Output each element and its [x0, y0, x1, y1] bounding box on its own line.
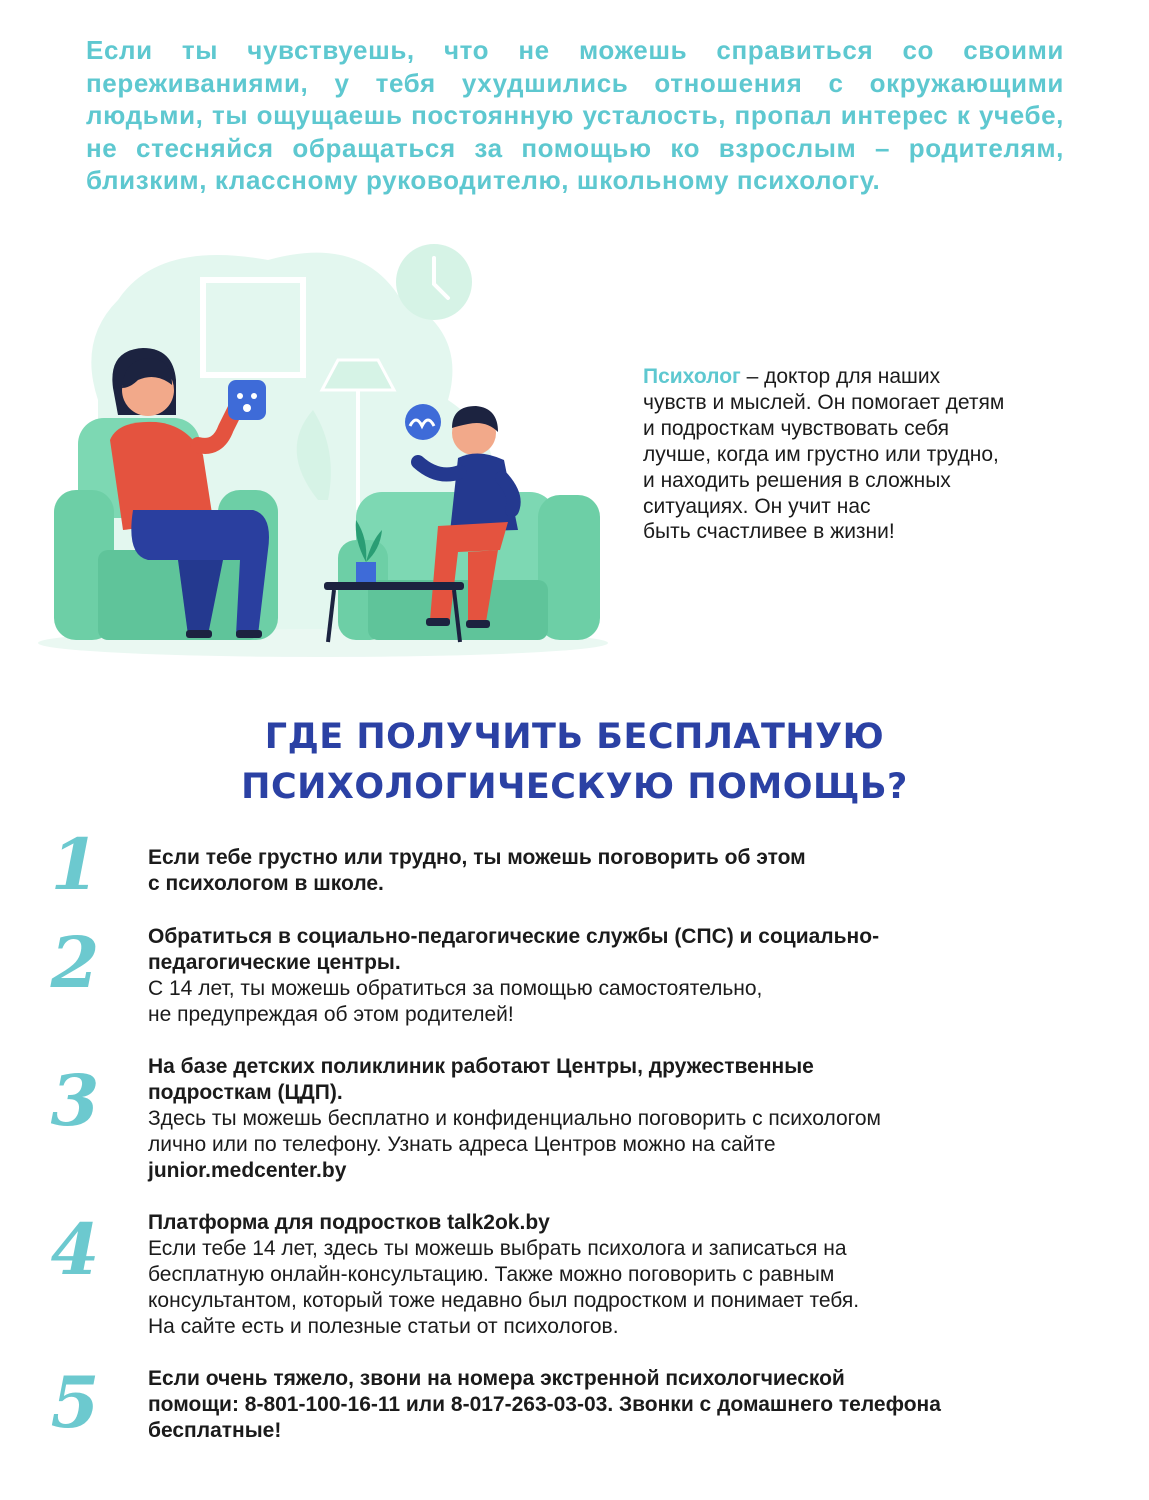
step-number: 1: [50, 823, 100, 906]
psychologist-line: ситуациях. Он учит нас: [643, 494, 871, 518]
step-lead: педагогические центры.: [148, 951, 401, 974]
step-body: лично или по телефону. Узнать адреса Центров можно на сайте: [148, 1133, 776, 1156]
step-body: На сайте есть и полезные статьи от психологов.: [148, 1315, 619, 1338]
step-item: [148, 1054, 1128, 1184]
step-lead: с психологом в школе.: [148, 872, 384, 895]
step-item: [148, 845, 1128, 897]
psychologist-line: и находить решения в сложных: [643, 468, 951, 492]
step-lead: подросткам (ЦДП).: [148, 1081, 343, 1104]
worried-face-card-icon: [228, 380, 266, 420]
step-item: [148, 924, 1128, 1028]
psychologist-term: Психолог: [643, 365, 741, 388]
step-lead: Платформа для подростков talk2ok.by: [148, 1211, 550, 1234]
step-body: бесплатную онлайн-консультацию. Также можно поговорить с равным: [148, 1263, 835, 1286]
psychologist-line: и подросткам чувствовать себя: [643, 416, 949, 440]
psychologist-line: чувств и мыслей. Он помогает детям: [643, 390, 1005, 414]
step-body: консультантом, который тоже недавно был подростком и понимает тебя.: [148, 1289, 860, 1312]
intro-paragraph: Если ты чувствуешь, что не можешь справиться со своими переживаниями, у тебя ухудшились отношения с окружающими людьми, ты ощущаешь постоянную усталость, пропал интерес к учебе, не стесняйся обращаться за помощью ко взрослым – родителям, близким, классному руководителю, школьному психологу.: [86, 35, 1064, 196]
page-heading: [0, 712, 1149, 812]
step-lead: Обратиться в социально-педагогические службы (СПС) и социально-: [148, 925, 880, 948]
psychologist-line: быть счастливее в жизни!: [643, 520, 895, 544]
step-body: не предупреждая об этом родителей!: [148, 1003, 514, 1026]
speech-bubble-icon: [405, 404, 441, 440]
step-lead: Если тебе грустно или трудно, ты можешь поговорить об этом: [148, 846, 806, 869]
psychologist-line: – доктор для наших: [740, 365, 941, 388]
step-item: [148, 1366, 1128, 1444]
heading-line: ПСИХОЛОГИЧЕСКУЮ ПОМОЩЬ?: [241, 767, 908, 807]
step-body: Здесь ты можешь бесплатно и конфиденциально поговорить с психологом: [148, 1107, 881, 1130]
psychologist-line: лучше, когда им грустно или трудно,: [643, 442, 999, 466]
junior-medcenter-link[interactable]: junior.medcenter.by: [148, 1159, 347, 1182]
step-number: 4: [50, 1208, 100, 1291]
psychologist-session-illustration: [38, 240, 608, 660]
step-number: 5: [50, 1361, 100, 1444]
step-lead: помощи: 8-801-100-16-11 или 8-017-263-03-03. Звонки с домашнего телефона: [148, 1393, 941, 1416]
step-number: 2: [50, 921, 100, 1004]
step-body: Если тебе 14 лет, здесь ты можешь выбрать психолога и записаться на: [148, 1237, 847, 1260]
psychologist-description: [643, 364, 1123, 545]
step-lead: На базе детских поликлиник работают Центры, дружественные: [148, 1055, 814, 1078]
heading-line: ГДЕ ПОЛУЧИТЬ БЕСПЛАТНУЮ: [264, 717, 885, 757]
step-lead: Если очень тяжело, звони на номера экстренной психологчиеской: [148, 1367, 845, 1390]
step-item: [148, 1210, 1128, 1340]
step-number: 3: [50, 1059, 100, 1142]
step-body: С 14 лет, ты можешь обратиться за помощью самостоятельно,: [148, 977, 763, 1000]
step-lead: бесплатные!: [148, 1419, 282, 1442]
